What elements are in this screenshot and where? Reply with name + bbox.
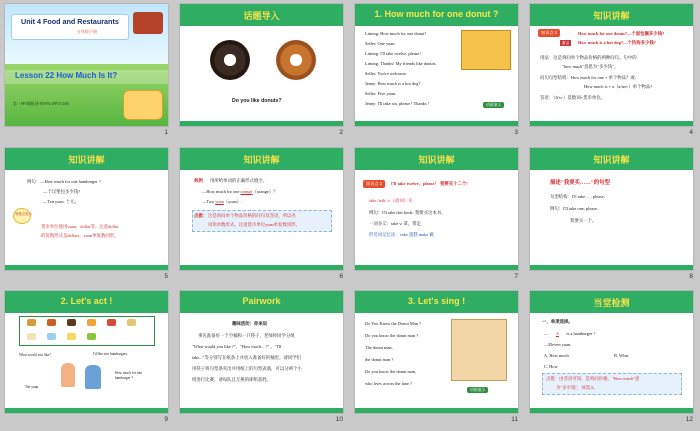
example-line: —Ten yuan. 十元。 [43,198,79,204]
activity-line: 组进行比赛，请每队且互换的即组获胜。 [192,377,272,383]
slide-12[interactable] [530,291,693,413]
slide-8[interactable] [530,148,693,270]
slide-title: Pairwork [242,296,281,307]
slide-thumb-8[interactable] [525,144,700,288]
slide-number: 1 [164,129,168,136]
slide-footer [180,121,343,126]
slide-footer [530,121,693,126]
slide-title: 知识讲解 [243,154,280,165]
dialog-line: Liming: I'll take twelve, please! [365,51,421,56]
exercise-line: — A is a hamburger ? [544,331,596,337]
point-heading: I'll take twelve，please！ 我要买十二个! [391,180,468,186]
slide-footer [530,265,693,270]
slide-thumb-4[interactable] [525,0,700,144]
shop-illustration-icon [461,30,511,70]
slide-9[interactable] [5,291,168,413]
unit-title: Unit 4 Food and Restaurants [21,17,119,26]
slide-number: 11 [511,416,518,424]
speech-question: What would you like? [19,353,51,358]
slide-2[interactable] [180,4,343,126]
slide-title: 当堂检测 [593,298,630,309]
option-b: B. What [614,353,629,359]
dialog-line: Liming: How much for one donut? [365,31,427,36]
slide-footer [5,265,168,270]
activity-heading: 趣味活动：你来说 [232,321,268,327]
slide-1[interactable] [5,4,168,126]
song-illustration-icon [451,319,507,381]
exercise-line: —Eleven yuan. [544,342,572,348]
slide-footer [355,265,518,270]
activity-line: 事先准备好一个空桶和一只筷子，老师将同学分组 [198,333,295,339]
point-line: How much is a hot dog?—个热狗多少钱? [578,40,656,45]
slide-header [355,148,518,170]
slide-thumb-6[interactable] [175,144,350,288]
warning-line: 货币单位使用yuan，dollar等。注意dollar [41,223,119,229]
slide-thumb-12[interactable] [525,287,700,431]
slide-number: 2 [339,129,343,136]
bread-icon [127,319,136,326]
orange-icon [87,319,96,326]
activity-line: 用筷子将句型条夹出并用纸上的句型表演，可以分两个小 [192,366,302,372]
slide-number: 7 [514,272,518,280]
animation-demo-button[interactable]: 动画演示 [467,387,488,393]
slide-header [180,291,343,313]
question-text: Do you like donuts? [232,98,282,104]
lesson-title: Lesson 22 How Much Is It? [15,71,118,80]
donut-icon [67,319,76,326]
slide-title: 知识讲解 [593,11,630,21]
dialog-line: Jenny: I'll take six, please ! Thanks ! [365,101,430,106]
glazed-donut-icon [276,40,316,80]
dialog-line: Seller: One yuan. [365,41,396,46]
point-line: 一词多义：take v. 拿，带走 [369,220,422,226]
slide-number: 10 [335,416,343,424]
food-illustration-icon [123,90,163,120]
point-line: How much is + a（a/an+）单个物品? [584,84,653,89]
slide-3[interactable] [355,4,518,126]
child-figure-icon [61,363,75,387]
pattern-line: 句型结构：I'll take ... , please. [550,193,605,199]
slide-header [530,148,693,170]
slide-header [355,4,518,26]
slide-title: 知识讲解 [68,154,105,165]
speech-question: How much for one hamburger ? [115,371,143,380]
slide-number: 5 [164,272,168,280]
point-line: "how much"意思为"多少钱"。 [562,64,619,69]
song-line: The donut man, [365,345,393,351]
point-line: 形近词记忆法：cake 蛋糕 make 做 [369,231,434,237]
slide-title: 知识讲解 [418,154,455,165]
slide-number: 9 [164,416,168,424]
slide-title: 话题导入 [243,11,280,21]
point-line: 用法：这是询问单个物品价格的两种问句。句中的 [540,55,637,60]
slide-thumb-9[interactable] [0,287,175,431]
slide-5[interactable] [5,148,168,270]
hot-dog-icon [47,319,56,326]
speech-answer: Ten yuan. [25,385,40,390]
slide-title: 知识讲解 [593,154,630,165]
slide-10[interactable] [180,291,343,413]
slide-number: 8 [689,272,693,280]
slide-footer [180,265,343,270]
slide-footer [180,408,343,413]
knowledge-point-badge: 知识点 2 [363,180,385,188]
song-line: the donut man ? [365,357,394,363]
note-label: 点拨： [194,212,208,218]
slide-11[interactable] [355,291,518,413]
salad-icon [87,333,96,340]
note-line: 点拨：由答语可知，是询问价格。"How much"意 [546,376,640,382]
point-line: 例句：I'll take this book. 我要买这本书。 [369,209,446,215]
site-text: 第一PPT模板网-WWW.1PPT.COM [13,102,69,106]
chocolate-donut-icon [210,40,250,80]
grade-label: 五年级下册 [77,29,97,34]
slide-thumb-7[interactable] [350,144,525,288]
rice-icon [27,333,36,340]
note-line: 为"多少钱"，故选A。 [556,385,598,391]
slide-thumb-11[interactable] [350,287,525,431]
slide-header [5,148,168,170]
blank-line: —Two yuan（yuan）. [202,198,243,204]
noodles-icon [67,333,76,340]
dialog-line: Seller: You're welcome. [365,71,407,76]
milk-icon [47,333,56,340]
warning-line: 的复数形式是dollars，yuan单复数同形。 [41,232,119,238]
pattern-heading: 描述"我要买……"的句型 [550,179,610,186]
example-label: 典例 [194,177,203,183]
question-text: 用所给单词的正确形式填空。 [210,177,268,183]
slide-title: 3. Let's sing ! [407,296,466,307]
seller-figure-icon [85,365,101,389]
slide-header [5,291,168,313]
knowledge-point-badge: 知识点 1 [538,29,560,37]
option-c: C. How [544,364,558,370]
slide-title: 2. Let's act ! [60,296,113,307]
slide-number: 3 [514,129,518,136]
point-line: 问句句型结构：How much for one + 单个物品？或: [540,75,637,80]
key-point-tag: 重点 [562,40,570,45]
hamburger-icon [27,319,36,326]
activity-line: "What would you like ?"，"How much... ?" 。"I'll [192,344,282,350]
slide-thumb-5[interactable] [0,144,175,288]
slide-header [530,4,693,26]
pattern-line: 我要买一个。 [570,217,597,223]
slide-title: 1. How much for one donut ? [374,9,499,19]
slide-7[interactable] [355,148,518,270]
answer-blank: A [555,331,559,337]
point-line: How much for one donut?—个面包圈多少钱? [578,31,665,36]
character-icon [133,12,163,34]
blank-line: —How much for one orange（orange）？ [202,188,278,194]
point-line: 答语：（It's+）基数词+货币单位。 [540,95,606,100]
slide-header [180,148,343,170]
slide-4[interactable] [530,4,693,126]
slide-number: 4 [689,129,693,136]
answer-orange: orange [240,188,253,194]
slide-thumb-3[interactable] [350,0,525,144]
song-line: Do you know the donut man, [365,369,417,375]
slide-footer [530,408,693,413]
dialog-line: Liming: Thanks! My friends like donuts. [365,61,437,66]
chicken-icon [107,319,116,326]
dialog-line: Jenny: How much is a hot dog? [365,81,421,86]
dialog-line: Seller: Five yuan. [365,91,397,96]
exercise-heading: 一、单项选择。 [542,319,573,325]
example-line: —个汉堡包多少钱? [43,188,81,194]
slide-header [530,291,693,313]
song-line: Do You Know the Donut Man ? [365,321,421,327]
slide-number: 12 [685,416,693,424]
example-line: 例句：—How much for one hamburger ? [27,178,101,184]
pattern-line: 例句：I'll take one, please. [550,205,598,211]
hint-label: 易错点提示 [15,211,32,216]
slide-thumb-1[interactable] [0,0,175,144]
slide-footer [355,408,518,413]
option-a: A. How much [544,353,569,359]
slide-thumb-2[interactable] [175,0,350,144]
slide-header [355,291,518,313]
activity-line: take..."等分别写在纸条上并放入准备好的桶里。请同学们 [192,355,301,361]
song-line: Do you know the donut man ? [365,333,419,339]
slide-header [180,4,343,26]
slide-thumb-10[interactable] [175,287,350,431]
slide-footer [5,408,168,413]
note-line: 这是询问单个物品价格的问句及答语，所以名 [208,212,296,218]
slide-number: 6 [339,272,343,280]
answer-yuan: yuan [215,198,224,204]
slide-6[interactable] [180,148,343,270]
slide-footer [355,121,518,126]
animation-demo-button[interactable]: 动画演示 [483,102,504,108]
point-line: take /teik/ v.（动词）买 [369,197,413,203]
song-line: who lives across the lane ? [365,381,412,387]
note-line: 词用单数形式。注意货币单位yuan单复数同形。 [208,221,300,227]
speech-answer: I'd like two hamburgers. [93,352,128,357]
